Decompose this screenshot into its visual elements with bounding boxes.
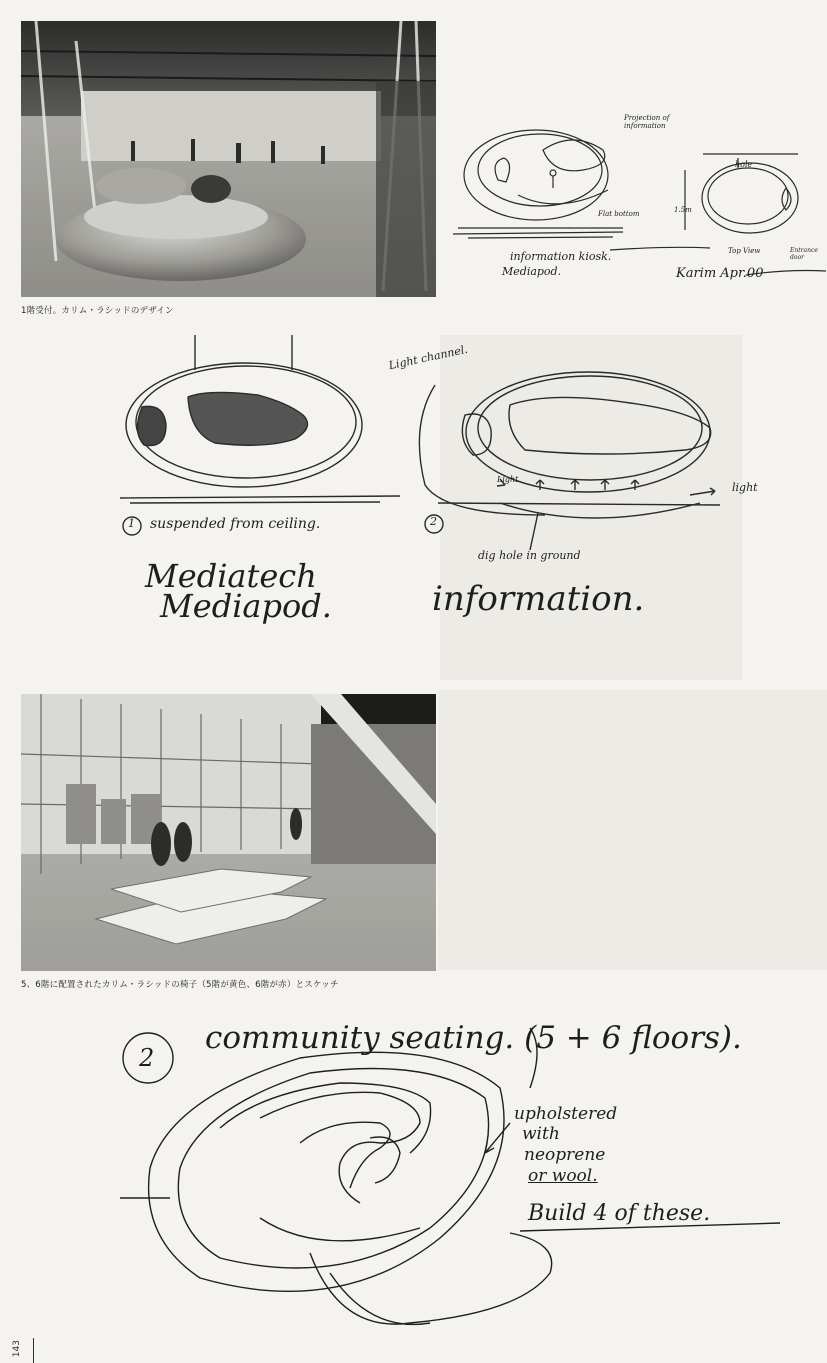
note-with: with (522, 1124, 560, 1144)
photo-backing (438, 690, 827, 970)
pod-concepts-sketch (110, 335, 790, 625)
seating-number: 2 (139, 1044, 155, 1072)
note-hole: hole (735, 160, 753, 169)
note-top-view: Top View (728, 247, 761, 255)
word-information: information. (432, 579, 645, 619)
label-dig-hole: dig hole in ground (478, 549, 581, 562)
kiosk-sketch (448, 110, 826, 300)
note-entrance: Entrance door (790, 247, 818, 261)
label-light-left: Light (497, 475, 519, 484)
seating-title: community seating. (5 + 6 floors). (205, 1020, 742, 1056)
word-mediapod: Mediapod. (160, 587, 332, 625)
note-height: 1.5m (674, 206, 692, 214)
seating-photo-caption: 5、6階に配置されたカリム・ラシッドの椅子（5階が黄色、6階が赤）とスケッチ (21, 980, 339, 990)
folio-rule (33, 1338, 34, 1363)
note-or-wool: or wool. (528, 1166, 598, 1186)
option1-number: 1 (128, 517, 135, 530)
kiosk-signature: Karim Apr.00 (676, 266, 764, 281)
option2-number: 2 (430, 515, 437, 528)
kiosk-title-line1: information kiosk. (510, 250, 612, 263)
lobby-photo-caption: 1階受付。カリム・ラシッドのデザイン (21, 306, 174, 316)
label-light-channel: Light channel. (387, 342, 469, 373)
note-flat-bottom: Flat bottom (598, 210, 640, 218)
build-note: Build 4 of these. (528, 1201, 711, 1226)
community-seating-sketch (110, 1018, 810, 1358)
seating-photo (21, 694, 436, 971)
page-number: 143 (12, 1340, 22, 1358)
lobby-photo (21, 21, 436, 297)
note-projection: Projection of information (624, 114, 670, 130)
label-light-right: light (732, 481, 758, 494)
note-neoprene: neoprene (524, 1145, 606, 1165)
note-upholstered: upholstered (514, 1104, 618, 1124)
option1-label: suspended from ceiling. (150, 516, 321, 532)
word-mediatech: Mediatech (145, 557, 317, 595)
kiosk-title-line2: Mediapod. (502, 265, 562, 278)
